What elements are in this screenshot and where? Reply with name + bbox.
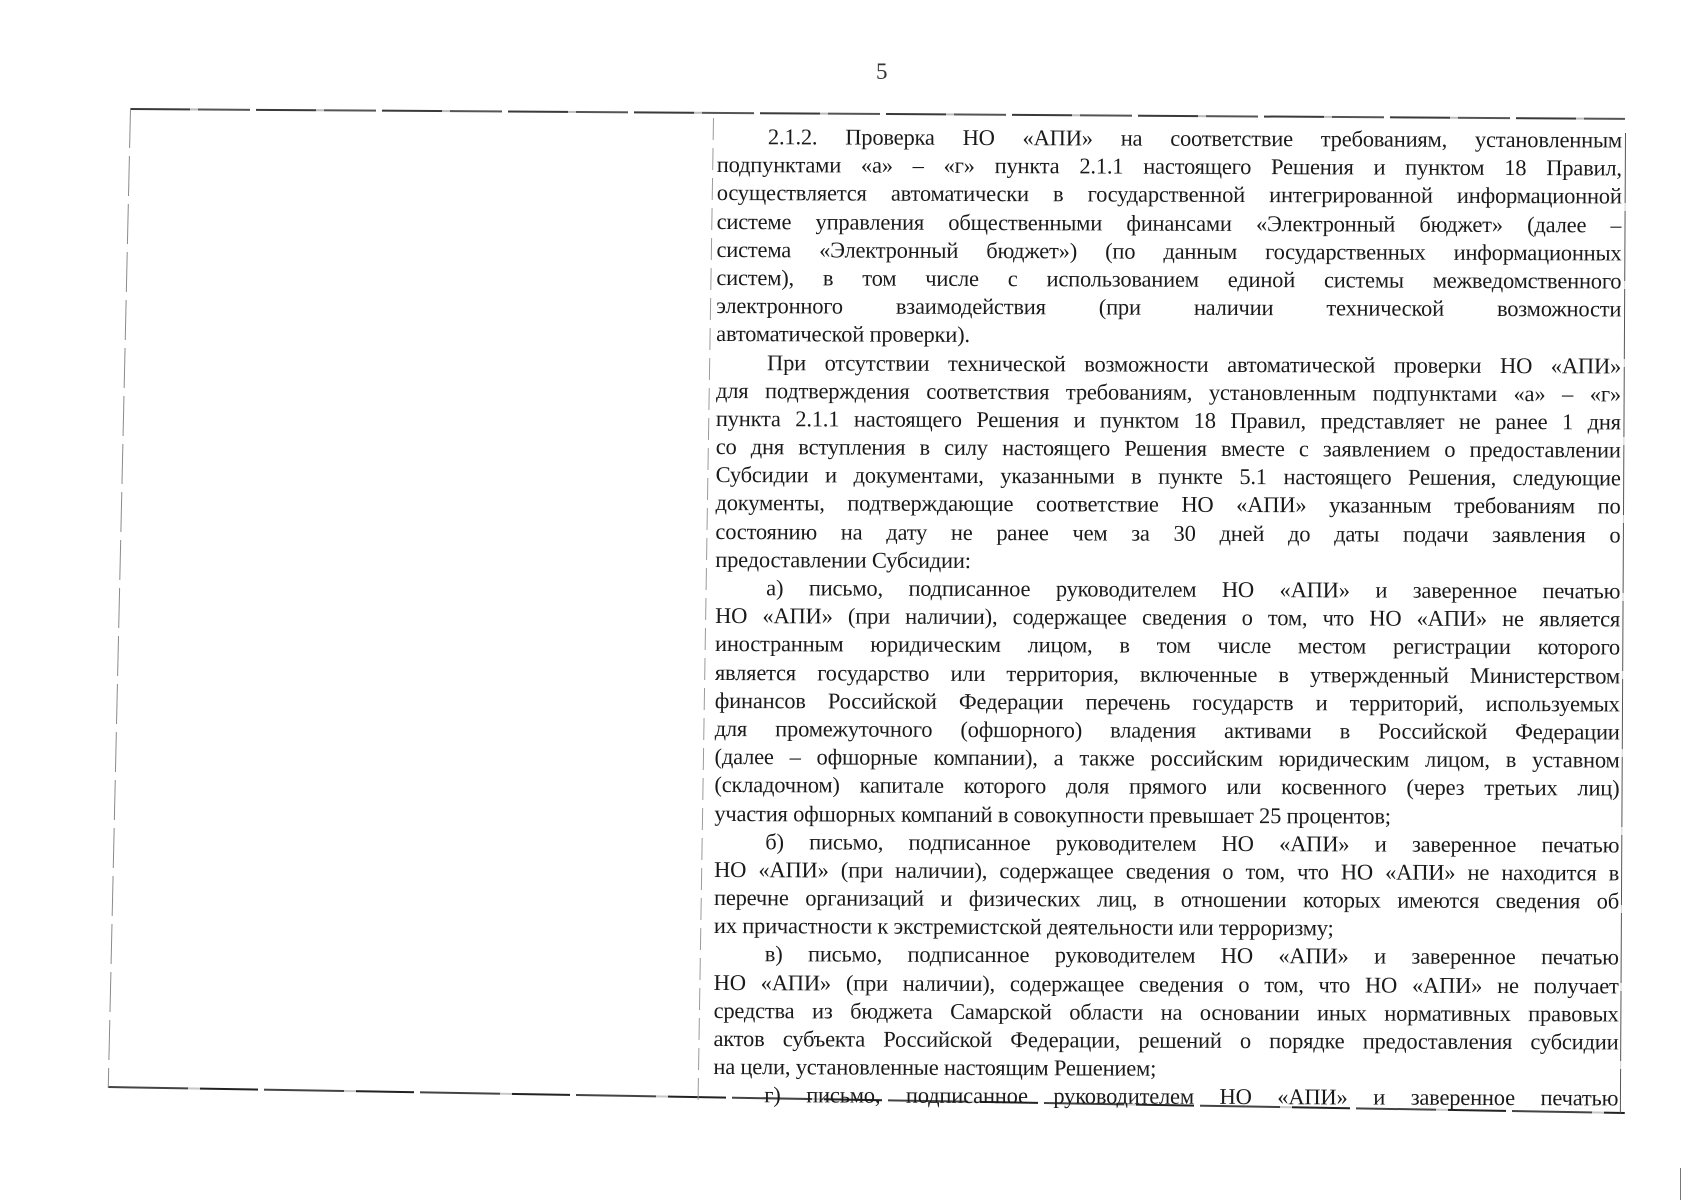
text-line: является государство или территория, включенные в утвержденный Министерством bbox=[714, 659, 1620, 689]
page-number: 5 bbox=[876, 59, 888, 84]
text-line: НО «АПИ» (при наличии), содержащее сведения о том, что НО «АПИ» не находится в bbox=[714, 856, 1620, 886]
text-line: на цели, установленные настоящим Решением; bbox=[713, 1054, 1157, 1081]
text-line: документы, подтверждающие соответствие НО «АПИ» указанным требованиям по bbox=[715, 490, 1621, 519]
empty-left-cell bbox=[131, 110, 713, 1086]
text-line: в) письмо, подписанное руководителем НО «АПИ» и заверенное печатью bbox=[764, 941, 1619, 970]
scan-edge-mark bbox=[1680, 1168, 1681, 1200]
text-line: пункта 2.1.1 настоящего Решения и пунктом 18 Правил, представляет не ранее 1 дня bbox=[715, 405, 1621, 435]
text-line: финансов Российской Федерации перечень государств и территорий, используемых bbox=[714, 687, 1620, 717]
text-line: подпунктами «а» – «г» пункта 2.1.1 настоящего Решения и пунктом 18 Правил, bbox=[716, 152, 1622, 181]
text-line: для промежуточного (офшорного) владения активами в Российской Федерации bbox=[714, 715, 1620, 745]
table-border-left bbox=[108, 108, 131, 1088]
text-line: состоянию на дату не ранее чем за 30 дней до даты подачи заявления о bbox=[715, 518, 1621, 548]
text-line: Субсидии и документами, указанными в пункте 5.1 настоящего Решения, следующие bbox=[715, 462, 1621, 491]
text-line: перечне организаций и физических лиц, в отношении которых имеются сведения об bbox=[713, 885, 1620, 914]
text-line: а) письмо, подписанное руководителем НО «АПИ» и заверенное печатью bbox=[766, 575, 1621, 604]
list-item-a bbox=[714, 574, 1620, 831]
text-line: (складочном) капитале которого доля прямого или косвенного (через третьих лиц) bbox=[714, 772, 1620, 801]
text-line: НО «АПИ» (при наличии), содержащее сведения о том, что НО «АПИ» не получает bbox=[713, 969, 1619, 999]
text-line: средства из бюджета Самарской области на основании иных нормативных правовых bbox=[713, 997, 1619, 1027]
list-item-b bbox=[714, 828, 1619, 944]
text-line: системе управления общественными финансами «Электронный бюджет» (далее – bbox=[716, 208, 1622, 238]
text-line: б) письмо, подписанное руководителем НО «АПИ» и заверенное печатью bbox=[765, 828, 1620, 858]
text-line: предоставлении Субсидии: bbox=[715, 546, 971, 573]
text-line: автоматической проверки). bbox=[716, 321, 970, 348]
text-line: При отсутствии технической возможности автоматической проверки НО «АПИ» bbox=[767, 349, 1622, 378]
text-line: для подтверждения соответствия требованиям, установленным подпунктами «а» – «г» bbox=[715, 377, 1622, 407]
text-line: 2.1.2. Проверка НО «АПИ» на соответствие требованиям, установленным bbox=[767, 124, 1622, 153]
text-line: г) письмо, подписанное руководителем НО «АПИ» и заверенное печатью bbox=[764, 1082, 1619, 1111]
text-line: НО «АПИ» (при наличии), содержащее сведения о том, что НО «АПИ» не является bbox=[715, 603, 1621, 632]
text-line: электронного взаимодействия (при наличии технической возможности bbox=[716, 293, 1622, 322]
list-item-v bbox=[713, 940, 1619, 1084]
text-column bbox=[713, 123, 1622, 1113]
list-item-g bbox=[713, 1081, 1618, 1113]
text-line: со дня вступления в силу настоящего Решения вместе с заявлением о предоставлении bbox=[715, 434, 1621, 463]
text-line: осуществляется автоматически в государственной интегрированной информационной bbox=[716, 180, 1622, 209]
text-line: их причастности к экстремистской деятельности или терроризму; bbox=[713, 913, 1334, 941]
text-line: систем), в том числе с использованием единой системы межведомственного bbox=[716, 264, 1622, 294]
text-line: актов субъекта Российской Федерации, решений о порядке предоставления субсидии bbox=[713, 1025, 1619, 1055]
paragraph-2-1-2 bbox=[716, 123, 1622, 352]
paragraph-no-auto-check bbox=[715, 348, 1621, 577]
text-line: иностранным юридическим лицом, в том числе местом регистрации которого bbox=[714, 631, 1621, 660]
text-line: (далее – офшорные компании), а также российским юридическим лицом, в уставном bbox=[714, 744, 1620, 773]
text-line: система «Электронный бюджет») (по данным государственных информационных bbox=[716, 236, 1622, 266]
text-line: участия офшорных компаний в совокупности превышает 25 процентов; bbox=[714, 800, 1391, 829]
